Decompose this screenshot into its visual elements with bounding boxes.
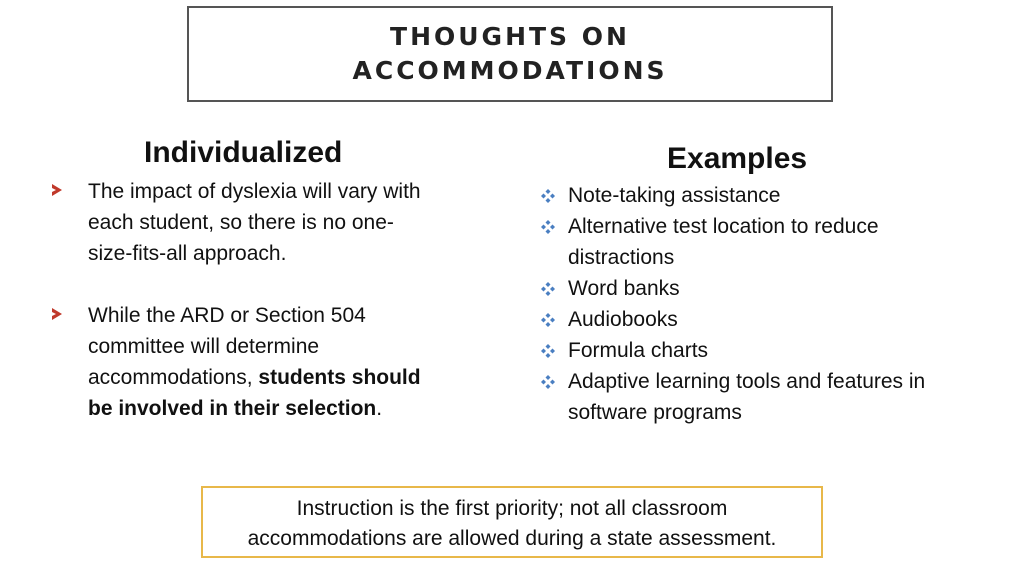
list-item-text: While the ARD or Section 504 committee will determine accommodations, bbox=[88, 304, 366, 389]
list-item-bold-text: students should be involved in their selection bbox=[88, 366, 421, 420]
diamond-bullet-icon bbox=[541, 313, 555, 327]
diamond-bullet-icon bbox=[541, 344, 555, 358]
examples-list bbox=[536, 180, 956, 428]
note-line-2: accommodations are allowed during a state assessment. bbox=[247, 527, 777, 550]
diamond-bullet-icon bbox=[541, 282, 555, 296]
list-item bbox=[536, 273, 956, 304]
arrow-bullet-icon bbox=[52, 184, 62, 196]
slide-title-line-2: ACCOMMODATIONS bbox=[352, 56, 668, 85]
slide-title-line-1: THOUGHTS ON bbox=[390, 22, 630, 51]
list-item-text: Audiobooks bbox=[568, 308, 678, 331]
list-item-text: Alternative test location to reduce distractions bbox=[568, 215, 879, 269]
list-item bbox=[536, 304, 956, 335]
individualized-list bbox=[48, 176, 428, 424]
list-item bbox=[48, 300, 428, 424]
list-item-text: Adaptive learning tools and features in software programs bbox=[568, 370, 926, 424]
list-item-text: The impact of dyslexia will vary with each student, so there is no one-size-fits-all approach. bbox=[88, 180, 421, 265]
examples-heading: Examples bbox=[667, 142, 808, 175]
list-item-text: Note-taking assistance bbox=[568, 184, 781, 207]
list-item bbox=[536, 180, 956, 211]
list-item bbox=[536, 211, 956, 273]
individualized-heading: Individualized bbox=[144, 136, 343, 169]
diamond-bullet-icon bbox=[541, 375, 555, 389]
list-item bbox=[536, 366, 956, 428]
diamond-bullet-icon bbox=[541, 189, 555, 203]
list-item bbox=[536, 335, 956, 366]
list-item-text-end: . bbox=[376, 397, 383, 420]
list-item bbox=[48, 176, 428, 269]
priority-note-box bbox=[201, 486, 823, 558]
diamond-bullet-icon bbox=[541, 220, 555, 234]
list-item-text: Formula charts bbox=[568, 339, 709, 362]
arrow-bullet-icon bbox=[52, 308, 62, 320]
note-line-1: Instruction is the first priority; not all classroom bbox=[296, 497, 728, 520]
slide-title-box bbox=[187, 6, 833, 102]
list-item-text: Word banks bbox=[568, 277, 680, 300]
